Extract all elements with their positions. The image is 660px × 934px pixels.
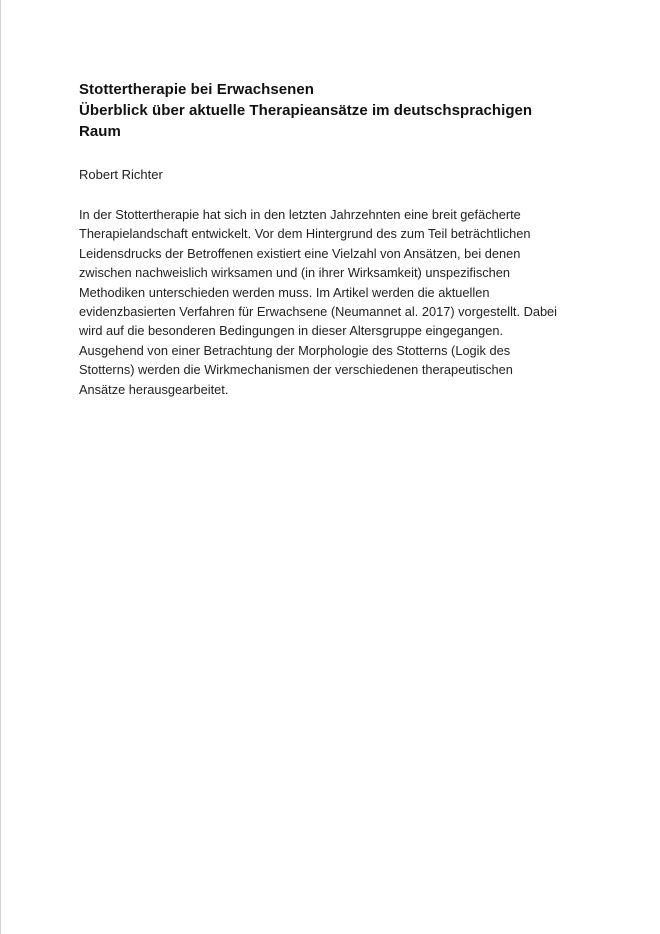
abstract-line: Methodiken unterschieden werden muss. Im Artikel werden die aktuellen (79, 284, 490, 300)
document-content (79, 79, 584, 399)
abstract-paragraph (79, 205, 584, 399)
subtitle-line: Überblick über aktuelle Therapieansätze im deutschsprachigen (79, 102, 533, 119)
author-name: Robert Richter (79, 167, 163, 182)
abstract-line: Leidensdrucks der Betroffenen existiert eine Vielzahl von Ansätzen, bei denen (79, 245, 521, 261)
title-line: Stottertherapie bei Erwachsenen (79, 81, 314, 98)
document-title (79, 79, 584, 142)
abstract-line: Ansätze herausgearbeitet. (79, 381, 229, 397)
subtitle-line-continued: Raum (79, 123, 121, 140)
abstract-line: In der Stottertherapie hat sich in den letzten Jahrzehnten eine breit gefächerte (79, 207, 521, 222)
abstract-line: Therapielandschaft entwickelt. Vor dem Hintergrund des zum Teil beträchtlichen (79, 226, 531, 242)
abstract-line: Ausgehend von einer Betrachtung der Morphologie des Stotterns (Logik des (79, 342, 511, 358)
abstract-line: Stotterns) werden die Wirkmechanismen der verschiedenen therapeutischen (79, 362, 513, 378)
abstract-line: zwischen nachweislich wirksamen und (in ihrer Wirksamkeit) unspezifischen (79, 265, 510, 281)
abstract-line: evidenzbasierten Verfahren für Erwachsene (Neumannet al. 2017) vorgestellt. Dabei (79, 304, 558, 320)
abstract-line: wird auf die besonderen Bedingungen in dieser Altersgruppe eingegangen. (79, 323, 504, 339)
